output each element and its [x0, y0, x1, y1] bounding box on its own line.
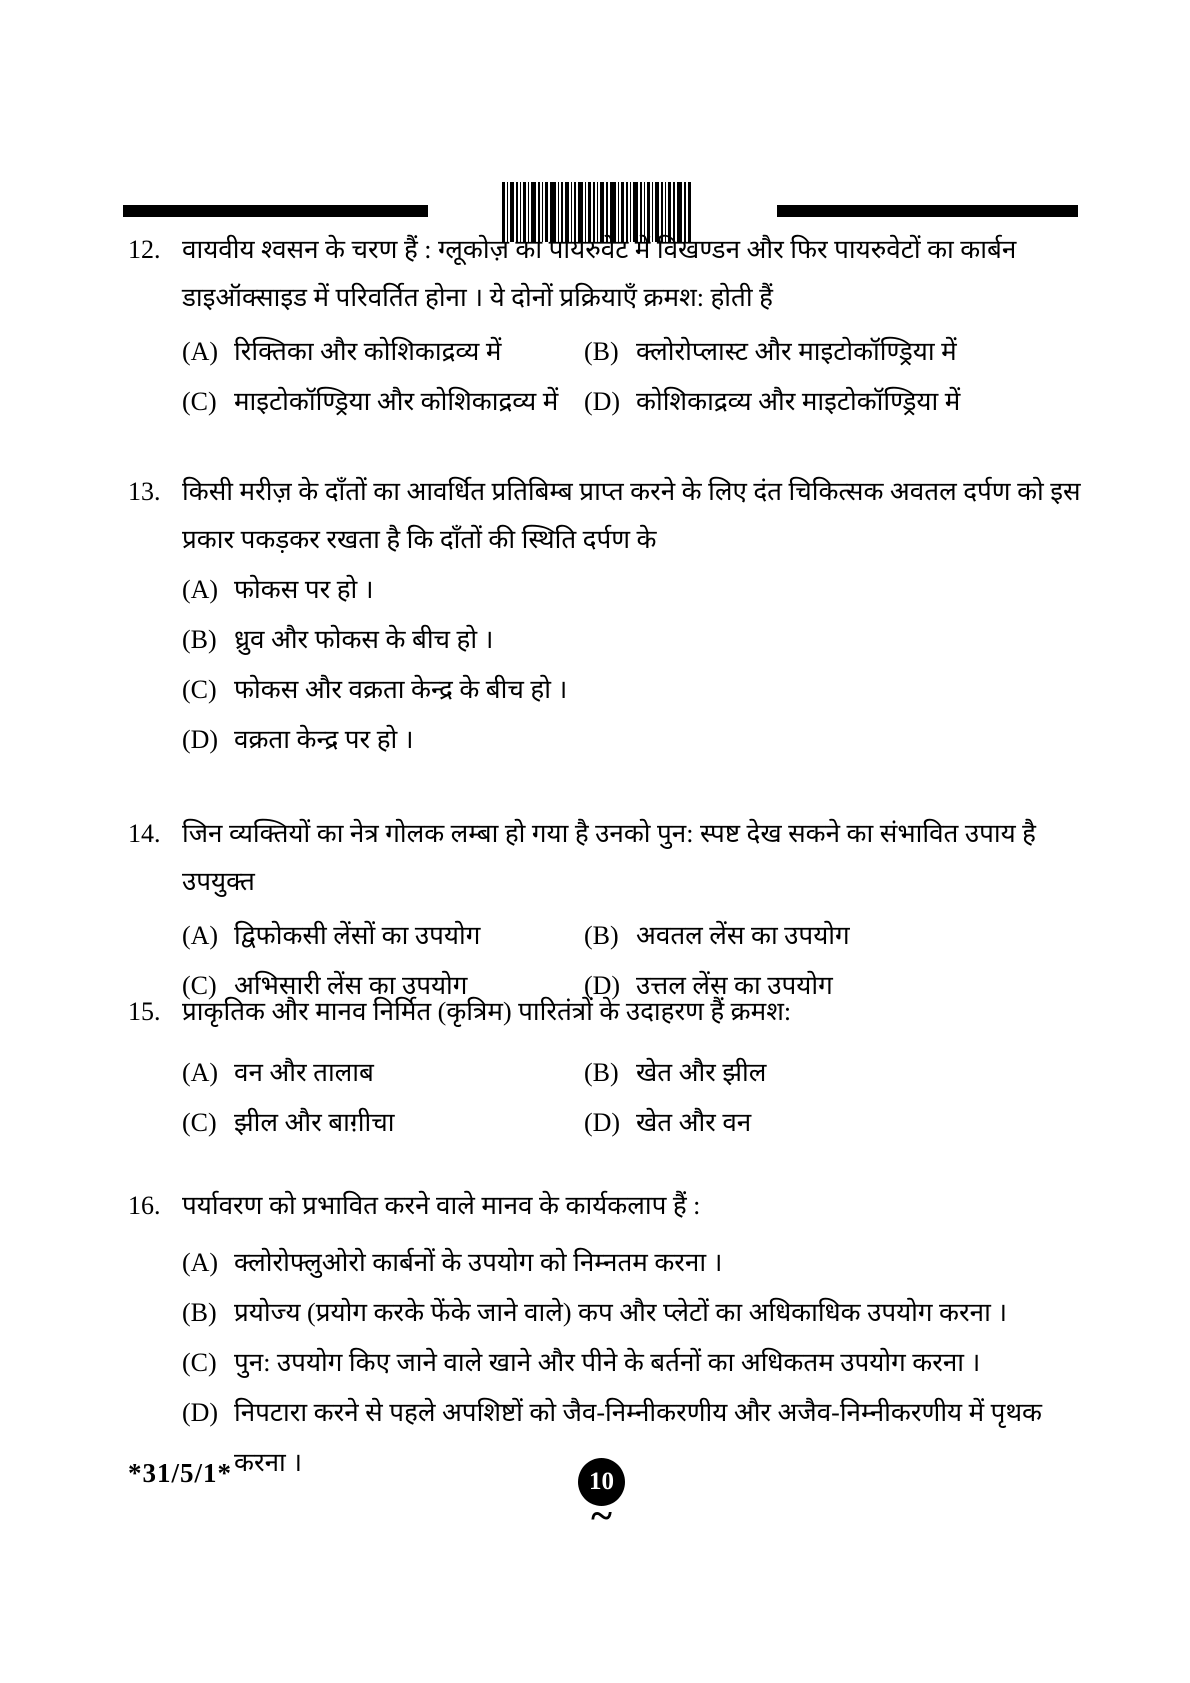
- option-label: (B): [182, 1298, 217, 1327]
- option-label: (B): [584, 1058, 619, 1087]
- option-c: [182, 1098, 584, 1148]
- question-15: [128, 988, 1086, 1148]
- option-c: [182, 377, 584, 427]
- option-text: पुन: उपयोग किए जाने वाले खाने और पीने के बर्तनों का अधिकतम उपयोग करना ।: [234, 1348, 981, 1377]
- option-c: [182, 665, 1086, 715]
- option-text: अवतल लेंस का उपयोग: [636, 921, 850, 950]
- option-text: फोकस और वक्रता केन्द्र के बीच हो ।: [234, 675, 568, 704]
- question-number: 14.: [128, 819, 161, 848]
- option-text: वक्रता केन्द्र पर हो ।: [234, 725, 414, 754]
- question-number: 16.: [128, 1191, 161, 1220]
- question-number: 15.: [128, 997, 161, 1026]
- option-text: खेत और वन: [636, 1108, 752, 1137]
- option-label: (D): [584, 387, 621, 416]
- option-label: (C): [182, 1108, 217, 1137]
- option-label: (A): [182, 575, 219, 604]
- option-b: [182, 1288, 1086, 1338]
- question-text: पर्यावरण को प्रभावित करने वाले मानव के कार्यकलाप हैं :: [182, 1191, 701, 1220]
- question-16: [128, 1182, 1086, 1488]
- option-label: (A): [182, 921, 219, 950]
- option-label: (D): [584, 1108, 621, 1137]
- option-a: [182, 1048, 584, 1098]
- option-label: (C): [182, 1348, 217, 1377]
- option-text: क्लोरोफ्लुओरो कार्बनों के उपयोग को निम्नतम करना ।: [234, 1248, 723, 1277]
- option-label: (B): [584, 921, 619, 950]
- option-text: ध्रुव और फोकस के बीच हो ।: [234, 625, 494, 654]
- option-d: [584, 1098, 1086, 1148]
- option-label: (D): [182, 1398, 219, 1427]
- option-label: (C): [182, 971, 217, 1000]
- page-number: 10: [589, 1468, 614, 1495]
- option-d: [182, 1388, 1086, 1488]
- option-b: [584, 911, 1086, 961]
- tilde-mark: ~: [591, 1493, 612, 1538]
- set-code: *31/5/1*: [128, 1458, 233, 1488]
- option-text: कोशिकाद्रव्य और माइटोकॉण्ड्रिया में: [636, 387, 961, 416]
- option-text: द्विफोकसी लेंसों का उपयोग: [234, 921, 481, 950]
- option-d: [182, 715, 1086, 765]
- right-rule: [777, 205, 1078, 217]
- option-label: (B): [182, 625, 217, 654]
- question-number: 13.: [128, 477, 161, 506]
- option-b: [182, 615, 1086, 665]
- option-a: [182, 565, 1086, 615]
- option-b: [584, 327, 1086, 377]
- option-a: [182, 911, 584, 961]
- question-13: [128, 468, 1086, 765]
- option-text: प्रयोज्य (प्रयोग करके फेंके जाने वाले) कप और प्लेटों का अधिकाधिक उपयोग करना ।: [234, 1298, 1008, 1327]
- question-text: वायवीय श्वसन के चरण हैं : ग्लूकोज़ का पायरुवेट में विखण्डन और फिर पायरुवेटों का कार्बन डाइऑक्साइड में परिवर्तित होना । ये दोनों प्रक्रियाएँ क्रमश: होती हैं: [182, 235, 1017, 312]
- option-d: [584, 377, 1086, 427]
- option-label: (C): [182, 675, 217, 704]
- option-a: [182, 327, 584, 377]
- option-text: झील और बाग़ीचा: [234, 1108, 395, 1137]
- option-text: क्लोरोप्लास्ट और माइटोकॉण्ड्रिया में: [636, 337, 957, 366]
- question-text: जिन व्यक्तियों का नेत्र गोलक लम्बा हो गया है उनको पुन: स्पष्ट देख सकने का संभावित उपाय है उपयुक्त: [182, 819, 1036, 896]
- question-14: [128, 810, 1086, 1011]
- option-label: (C): [182, 387, 217, 416]
- option-c: [182, 1338, 1086, 1388]
- question-number: 12.: [128, 235, 161, 264]
- option-label: (D): [584, 971, 621, 1000]
- option-text: खेत और झील: [636, 1058, 767, 1087]
- option-a: [182, 1238, 1086, 1288]
- option-label: (A): [182, 1058, 219, 1087]
- option-label: (D): [182, 725, 219, 754]
- question-12: [128, 226, 1086, 427]
- left-rule: [123, 205, 428, 217]
- option-text: निपटारा करने से पहले अपशिष्टों को जैव-निम्नीकरणीय और अजैव-निम्नीकरणीय में पृथक करना ।: [234, 1398, 1043, 1477]
- option-text: माइटोकॉण्ड्रिया और कोशिकाद्रव्य में: [234, 387, 559, 416]
- option-label: (A): [182, 1248, 219, 1277]
- option-b: [584, 1048, 1086, 1098]
- option-label: (A): [182, 337, 219, 366]
- option-text: अभिसारी लेंस का उपयोग: [234, 971, 468, 1000]
- question-text: किसी मरीज़ के दाँतों का आवर्धित प्रतिबिम्ब प्राप्त करने के लिए दंत चिकित्सक अवतल दर्पण को इस प्रकार पकड़कर रखता है कि दाँतों की स्थिति दर्पण के: [182, 477, 1081, 554]
- option-text: उत्तल लेंस का उपयोग: [636, 971, 833, 1000]
- question-text: प्राकृतिक और मानव निर्मित (कृत्रिम) पारितंत्रों के उदाहरण हैं क्रमश:: [182, 997, 792, 1026]
- option-text: वन और तालाब: [234, 1058, 374, 1087]
- option-text: फोकस पर हो ।: [234, 575, 374, 604]
- option-text: रिक्तिका और कोशिकाद्रव्य में: [234, 337, 502, 366]
- option-label: (B): [584, 337, 619, 366]
